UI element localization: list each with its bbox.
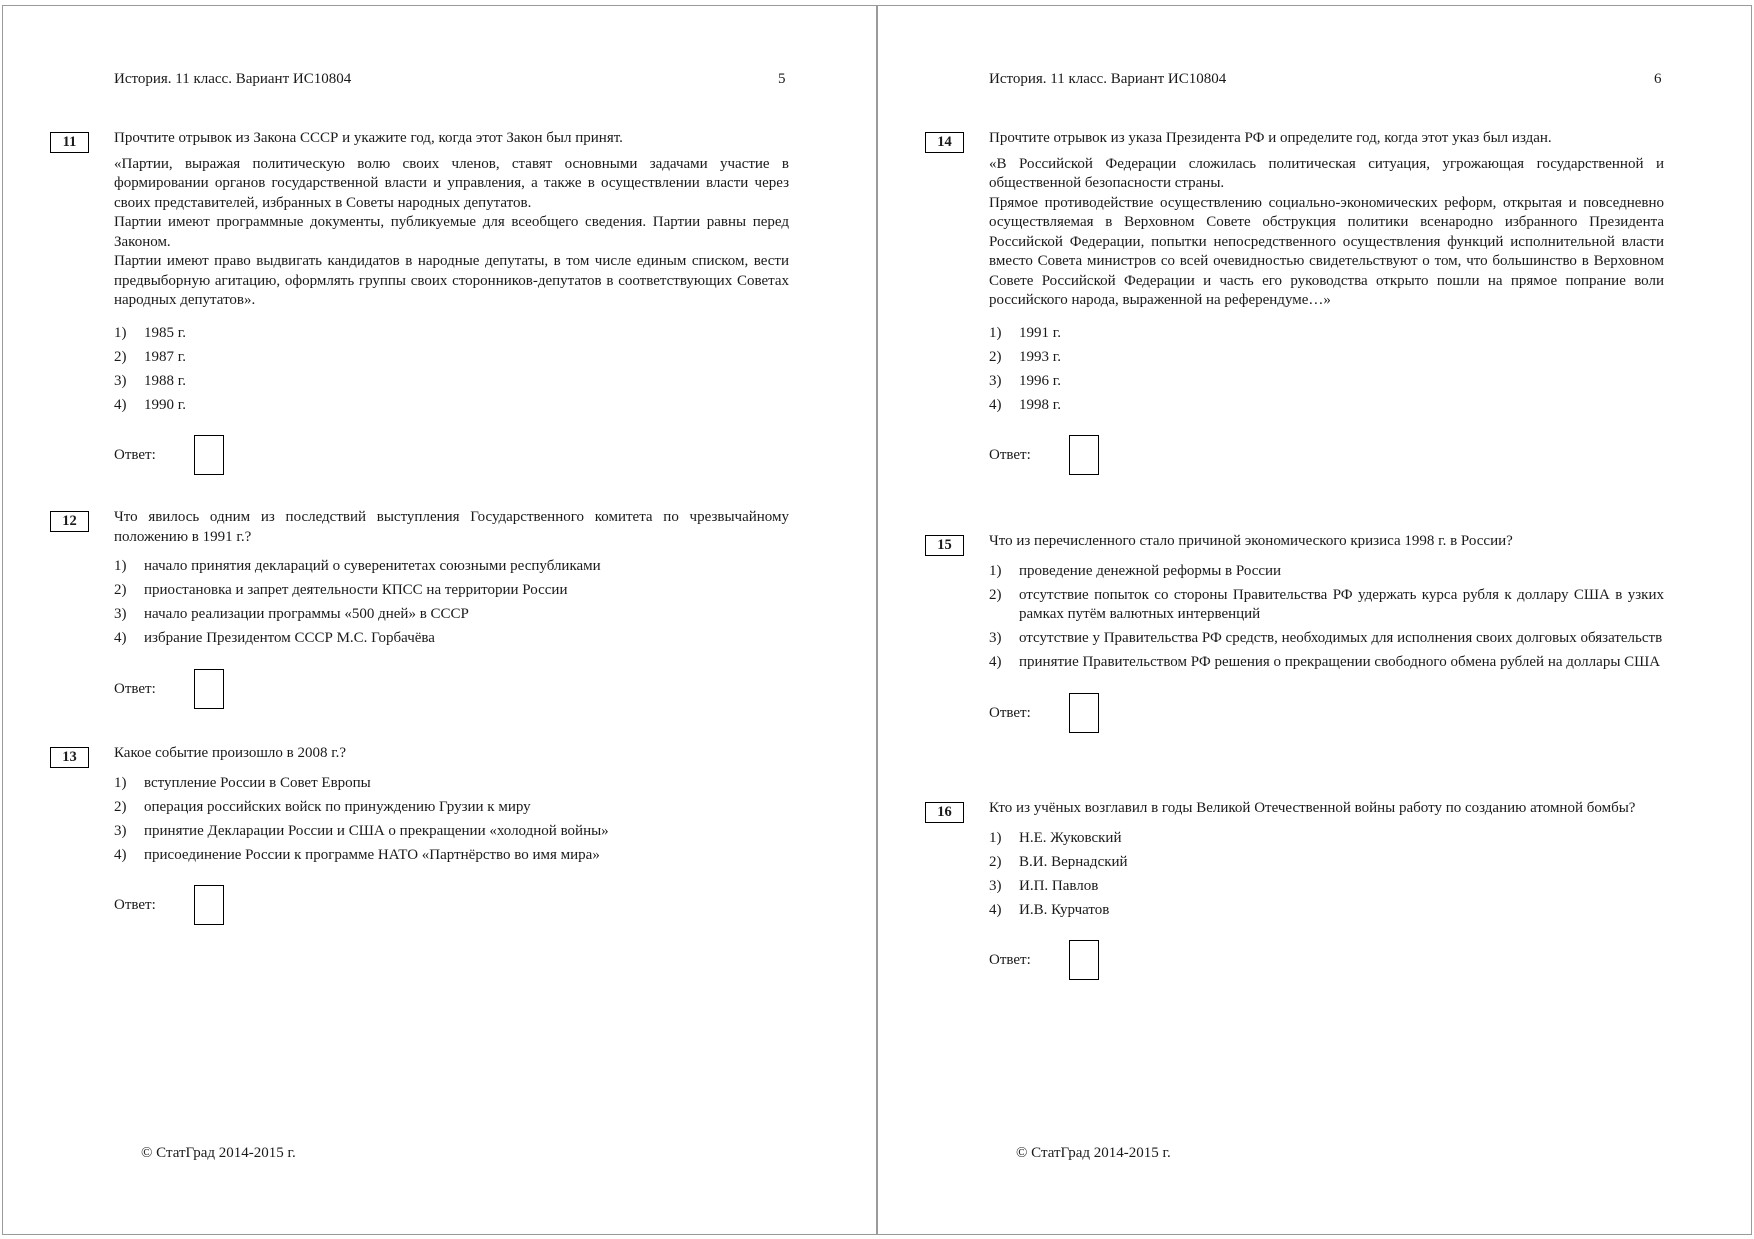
page-header: История. 11 класс. Вариант ИС10804: [114, 71, 352, 87]
option[interactable]: 2) 1987 г.: [114, 348, 186, 365]
option[interactable]: 2) 1993 г.: [989, 348, 1061, 365]
option[interactable]: 3) И.П. Павлов: [989, 877, 1099, 894]
page-number: 6: [1654, 71, 1662, 87]
task-number: 12: [50, 511, 89, 532]
option[interactable]: 3) 1988 г.: [114, 372, 186, 389]
answer-box[interactable]: [194, 435, 224, 475]
page-footer: © СтатГрад 2014-2015 г.: [141, 1145, 296, 1161]
task-question: Прочтите отрывок из Закона СССР и укажите год, когда этот Закон был принят.: [114, 130, 623, 146]
answer-box[interactable]: [1069, 940, 1099, 980]
answer-box[interactable]: [194, 885, 224, 925]
options-list: [114, 774, 789, 866]
option[interactable]: 4) принятие Правительством РФ решения о прекращении свободного обмена рублей на доллары США: [989, 654, 1661, 670]
options-list: [989, 324, 1664, 416]
option[interactable]: 1) вступление России в Совет Европы: [114, 774, 371, 791]
answer-row: [989, 940, 1664, 982]
task-question: Прочтите отрывок из указа Президента РФ и определите год, когда этот указ был издан.: [989, 130, 1552, 146]
task-question: Какое событие произошло в 2008 г.?: [114, 745, 347, 761]
answer-row: [989, 435, 1664, 477]
answer-label: Ответ:: [114, 447, 156, 463]
option[interactable]: 2) В.И. Вернадский: [989, 853, 1128, 870]
page-header: История. 11 класс. Вариант ИС10804: [989, 71, 1227, 87]
task-question: Что явилось одним из последствий выступления Государственного комитета по чрезвычайному положению в 1991 г.?: [114, 509, 789, 545]
options-list: [114, 324, 789, 416]
answer-row: [989, 693, 1664, 735]
page-6: [877, 5, 1752, 1235]
task-number: 13: [50, 747, 89, 768]
task-number: 14: [925, 132, 964, 153]
answer-row: [114, 435, 789, 477]
option[interactable]: 3) принятие Декларации России и США о прекращении «холодной войны»: [114, 822, 609, 839]
answer-row: [114, 885, 789, 927]
option[interactable]: 1) начало принятия деклараций о суверенитетах союзными республиками: [114, 558, 601, 574]
task-number: 11: [50, 132, 89, 153]
option[interactable]: 1) 1985 г.: [114, 324, 186, 341]
task-number: 16: [925, 802, 964, 823]
task-passage: [114, 155, 789, 311]
option[interactable]: 2) операция российских войск по принуждению Грузии к миру: [114, 798, 531, 815]
page-footer: © СтатГрад 2014-2015 г.: [1016, 1145, 1171, 1161]
answer-label: Ответ:: [114, 897, 156, 913]
passage-paragraph: Прямое противодействие осуществлению социально-экономических реформ, открытая и повседневно осуществляемая в Верховном Совете обструкция политики всенародно избранного Президента Российской Федерации, попытки непосредственного осуществления функций исполнительной власти вместо Совета министров со всей очевидностью свидетельствуют о том, что большинство в Верховном Совете Российской Федерации и часть его руководства открыто пошли на прямое попрание воли российского народа, выраженной на референдуме…»: [989, 194, 1664, 308]
answer-box[interactable]: [1069, 435, 1099, 475]
task-question: Что из перечисленного стало причиной экономического кризиса 1998 г. в России?: [989, 533, 1513, 549]
passage-paragraph: «Партии, выражая политическую волю своих членов, ставят основными задачами участие в формировании органов государственной власти и управления, а также в осуществлении власти через своих представителей, избранных в Советы народных депутатов.: [114, 155, 789, 211]
passage-paragraph: Партии имеют программные документы, публикуемые для всеобщего сведения. Партии равны перед Законом.: [114, 214, 789, 250]
option[interactable]: 4) 1998 г.: [989, 396, 1061, 413]
option[interactable]: 4) присоединение России к программе НАТО «Партнёрство во имя мира»: [114, 846, 600, 863]
page-5: [2, 5, 877, 1235]
option[interactable]: 3) 1996 г.: [989, 372, 1061, 389]
option[interactable]: 1) проведение денежной реформы в России: [989, 562, 1282, 579]
option[interactable]: 3) начало реализации программы «500 дней» в СССР: [114, 606, 469, 622]
options-list: [989, 562, 1664, 673]
passage-paragraph: Партии имеют право выдвигать кандидатов в народные депутаты, в том числе единым списком, вести предвыборную агитацию, оформлять группы своих сторонников-депутатов в соответствующих Советах народных депутатов».: [114, 253, 789, 308]
passage-paragraph: «В Российской Федерации сложилась политическая ситуация, угрожающая государственной и общественной безопасности страны.: [989, 155, 1664, 191]
answer-row: [114, 669, 789, 711]
task-number: 15: [925, 535, 964, 556]
page-number: 5: [778, 71, 786, 87]
answer-box[interactable]: [194, 669, 224, 709]
option[interactable]: 2) отсутствие попыток со стороны Правительства РФ удержать курса рубля к доллару США в узких рамках путём валютных интервенций: [989, 586, 1664, 622]
option[interactable]: 2) приостановка и запрет деятельности КПСС на территории России: [114, 582, 568, 598]
answer-label: Ответ:: [989, 704, 1031, 721]
answer-label: Ответ:: [114, 680, 156, 697]
task-question: Кто из учёных возглавил в годы Великой Отечественной войны работу по созданию атомной бомбы?: [989, 800, 1636, 816]
options-list: [989, 829, 1664, 921]
option[interactable]: 4) 1990 г.: [114, 396, 186, 413]
option[interactable]: 4) И.В. Курчатов: [989, 901, 1110, 918]
option[interactable]: 3) отсутствие у Правительства РФ средств, необходимых для исполнения своих долговых обязательств: [989, 630, 1663, 646]
answer-label: Ответ:: [989, 447, 1031, 463]
option[interactable]: 1) Н.Е. Жуковский: [989, 829, 1122, 846]
task-passage: [989, 155, 1664, 311]
options-list: [114, 557, 789, 649]
answer-label: Ответ:: [989, 952, 1031, 968]
answer-box[interactable]: [1069, 693, 1099, 733]
option[interactable]: 4) избрание Президентом СССР М.С. Горбачёва: [114, 630, 435, 646]
option[interactable]: 1) 1991 г.: [989, 324, 1061, 341]
